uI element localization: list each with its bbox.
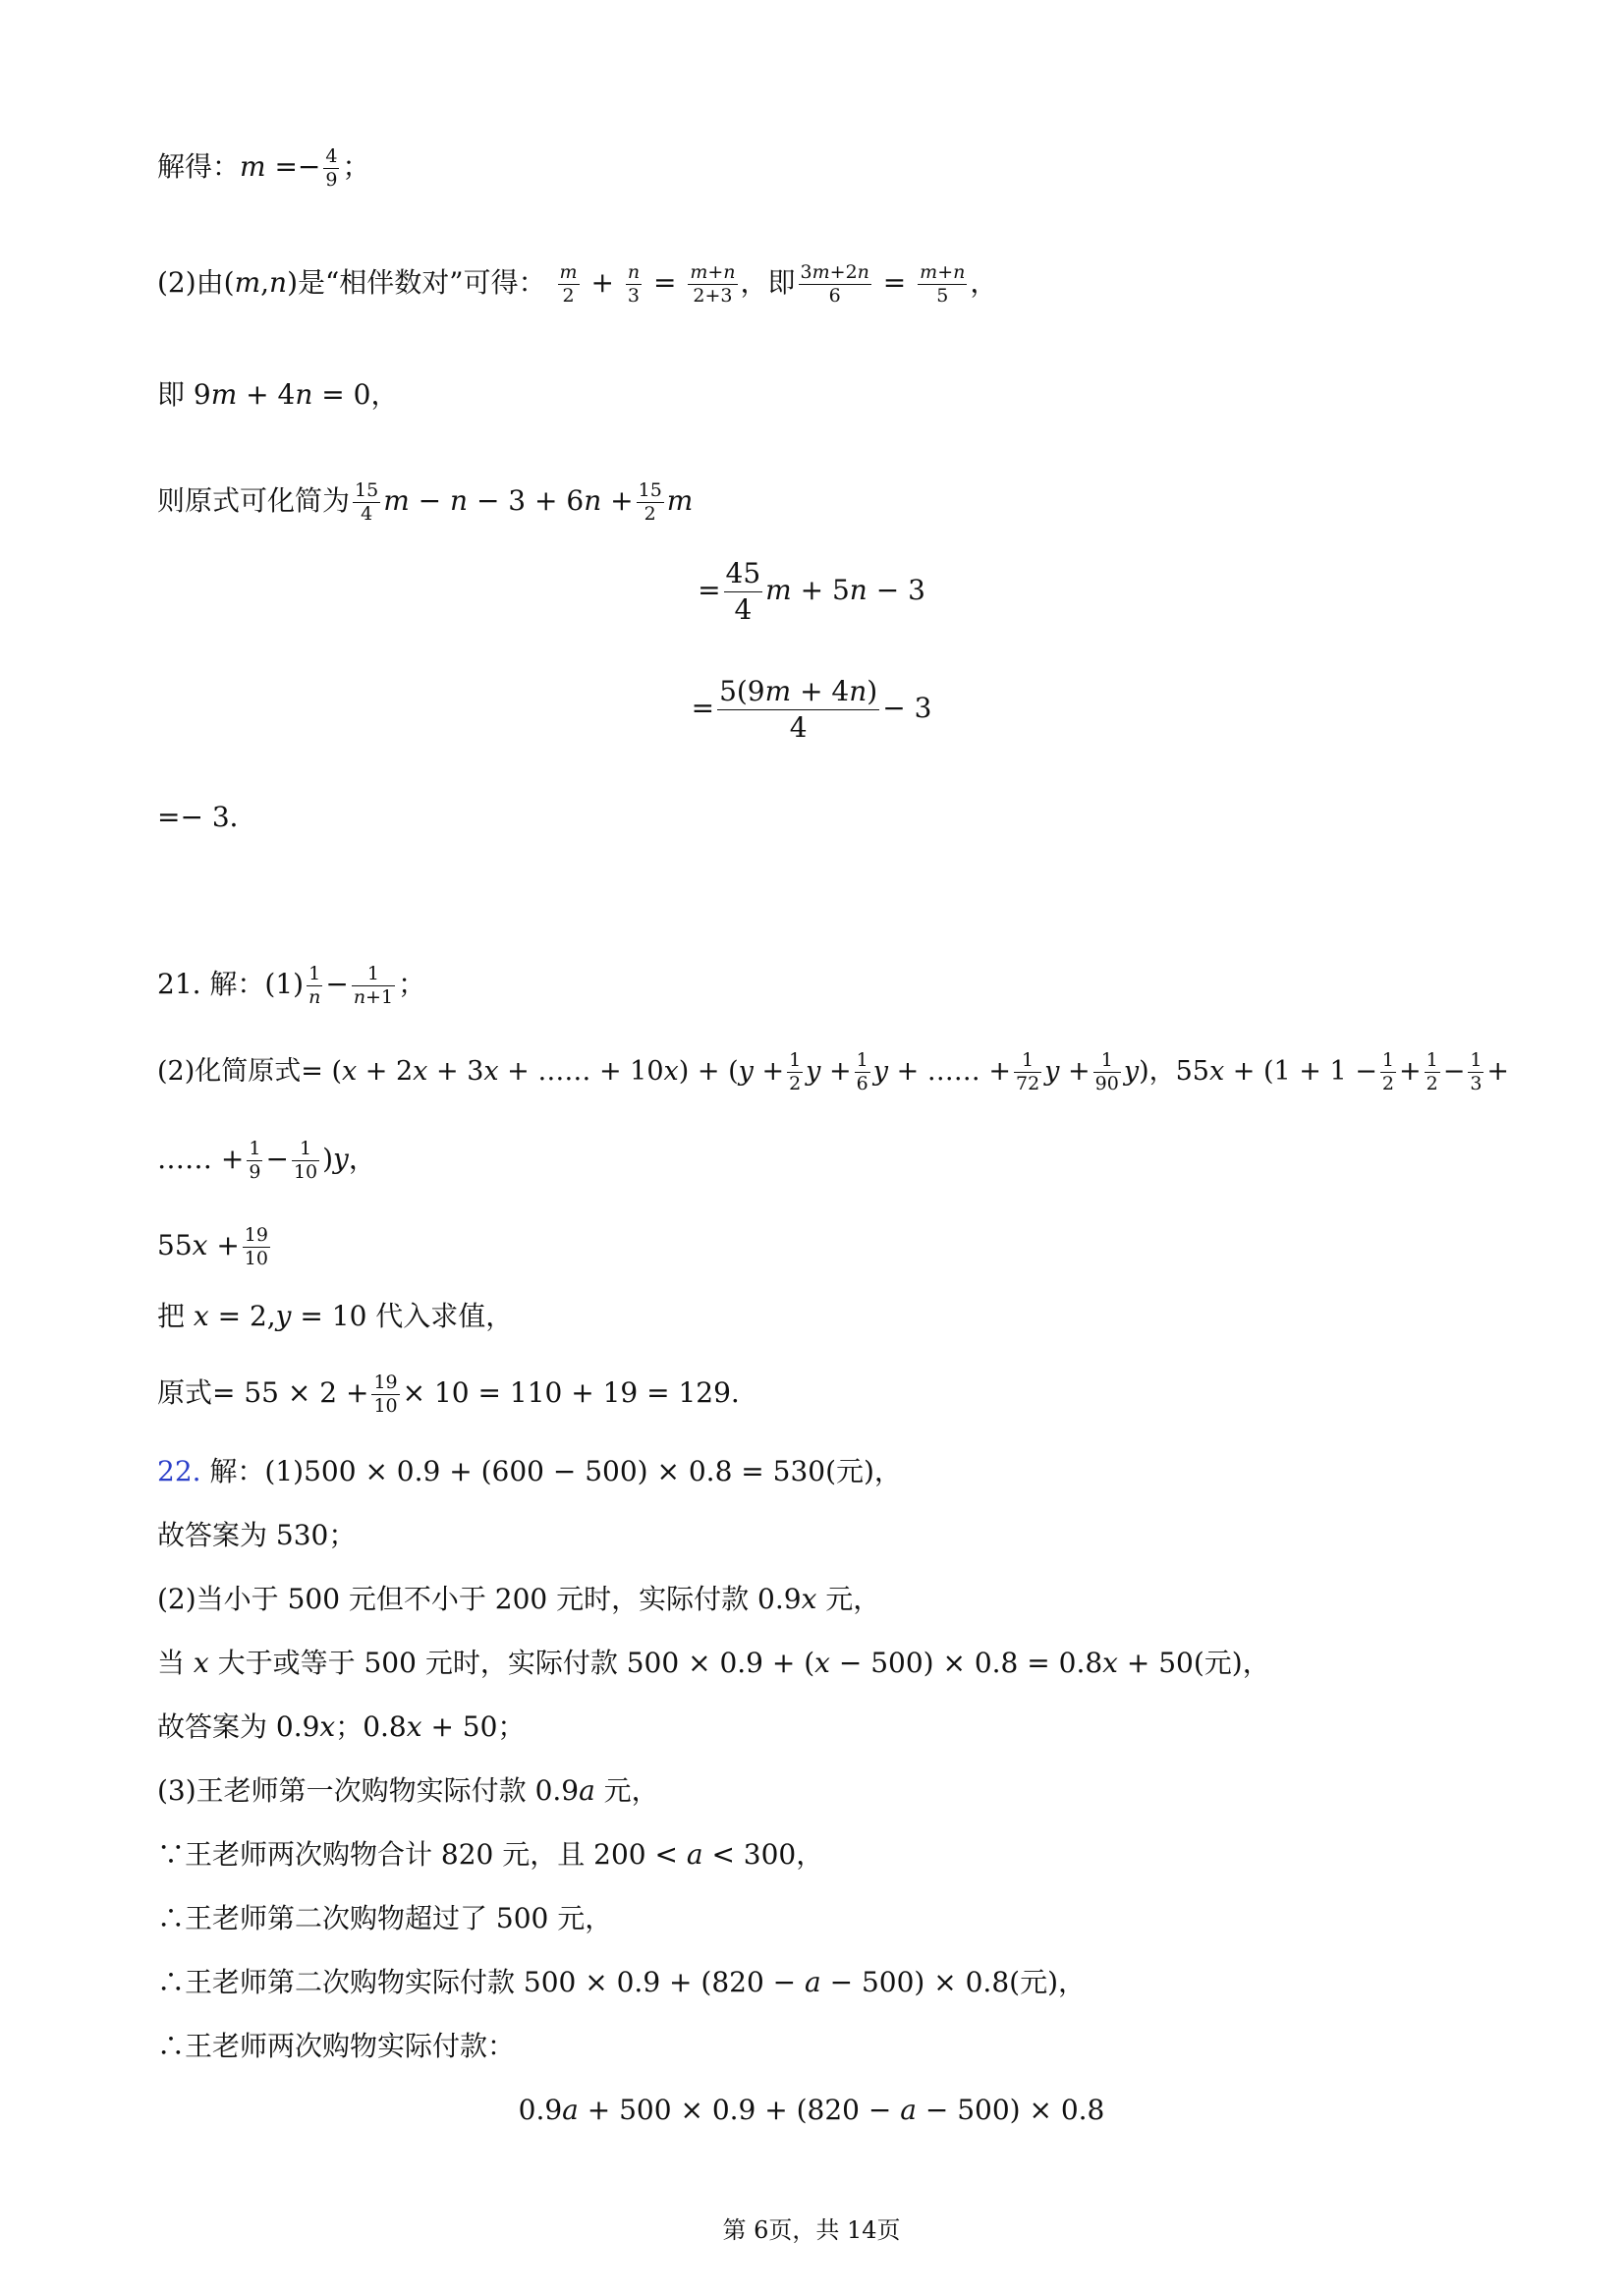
fraction: $\frac{1}{2}$ bbox=[1426, 1049, 1438, 1094]
fraction: $\frac{1}{90}$ bbox=[1094, 1049, 1119, 1094]
fraction: $\frac{1}{72}$ bbox=[1015, 1049, 1040, 1094]
q22-answer2: 故答案为 0.9𝑥；0.8𝑥 + 50； bbox=[157, 1710, 526, 1743]
fraction: $\frac{1}{\text{𝑛+1}}$ bbox=[353, 963, 394, 1008]
q22-part3-expression: 0.9𝑎 + 500 × 0.9 + (820 − 𝑎 − 500) × 0.8 bbox=[518, 2094, 1105, 2126]
part2-condition-line: (2)由(𝑚,𝑛)是“相伴数对”可得： $\frac{\text{𝑚}}{2}$ + $\frac{\text{𝑛}}{3}$ = $\frac{\text{𝑚+𝑛}}{2+3}$ ，即 $\frac{\text{3𝑚+2𝑛}}{6}$ = $\frac{\text{𝑚+𝑛}}{5}$ ， bbox=[157, 261, 998, 307]
q22-part2-a: (2)当小于 500 元但不小于 200 元时，实际付款 0.9𝑥 元， bbox=[157, 1583, 881, 1615]
fraction: $\frac{\text{𝑚+𝑛}}{5}$ bbox=[920, 261, 966, 307]
q22-part3-e: ∴王老师两次购物实际付款： bbox=[157, 2030, 516, 2062]
q21-simplified: 55𝑥 + $\frac{19}{10}$ bbox=[157, 1224, 268, 1269]
q21-result: 原式= 55 × 2 + $\frac{19}{10}$ × 10 = 110 + 19 = 129. bbox=[157, 1372, 740, 1417]
result-line: =− 3． bbox=[157, 801, 257, 833]
fraction: $\frac{1}{9}$ bbox=[249, 1138, 261, 1183]
fraction: $\frac{\text{5(9𝑚 + 4𝑛)}}{4}$ bbox=[719, 675, 878, 744]
fraction: $\frac{1}{2}$ bbox=[1381, 1049, 1394, 1094]
equation-line: 即 9𝑚 + 4𝑛 = 0， bbox=[157, 378, 399, 411]
simplify-line: 则原式可化简为 $\frac{15}{4}$ 𝑚 − 𝑛 − 3 + 6𝑛 + $\frac{15}{2}$ 𝑚 bbox=[157, 479, 694, 525]
simplify-step-2: = $\frac{\text{5(9𝑚 + 4𝑛)}}{4}$ − 3 bbox=[691, 675, 932, 744]
fraction: $\frac{1}{6}$ bbox=[856, 1049, 868, 1094]
fraction: $\frac{15}{4}$ bbox=[355, 479, 379, 525]
fraction: $\frac{\text{3𝑚+2𝑛}}{6}$ bbox=[800, 261, 869, 307]
fraction: $\frac{19}{10}$ bbox=[244, 1224, 268, 1269]
q22-part3-c: ∴王老师第二次购物超过了 500 元， bbox=[157, 1902, 613, 1934]
q21-part2-line1: (2)化简原式= (𝑥 + 2𝑥 + 3𝑥 + …… + 10𝑥) + (𝑦 + $\frac{1}{2}$ 𝑦 + $\frac{1}{6}$ 𝑦 + …… + $\frac{1}{72}$ 𝑦 + $\frac{1}{90}$ 𝑦)，55𝑥 + (1 + 1 − $\frac{1}{2}$ + $\frac{1}{2}$ − $\frac{1}{3}$ + bbox=[157, 1049, 1510, 1094]
fraction: $\frac{1}{2}$ bbox=[789, 1049, 802, 1094]
fraction: $\frac{4}{9}$ bbox=[325, 145, 338, 191]
fraction: $\frac{\text{𝑚+𝑛}}{2+3}$ bbox=[690, 261, 736, 307]
page-footer: 第 6页，共 14页 bbox=[722, 2216, 901, 2244]
q21-part2-line2: …… + $\frac{1}{9}$ − $\frac{1}{10}$ )𝑦， bbox=[157, 1138, 376, 1183]
fraction: $\frac{1}{3}$ bbox=[1470, 1049, 1483, 1094]
question-number: 22. bbox=[157, 1455, 201, 1487]
q22-answer1: 故答案为 530； bbox=[157, 1519, 357, 1551]
q22-part1: 22. 解：(1)500 × 0.9 + (600 − 500) × 0.8 = 530(元)， bbox=[157, 1455, 902, 1487]
q21-substitute: 把 𝑥 = 2,𝑦 = 10 代入求值， bbox=[157, 1300, 514, 1332]
solution-line-m: 解得：𝑚 =− $\frac{4}{9}$ ； bbox=[157, 145, 370, 191]
fraction: $\frac{1}{10}$ bbox=[293, 1138, 318, 1183]
fraction: $\frac{19}{10}$ bbox=[373, 1372, 398, 1417]
q22-part2-b: 当 𝑥 大于或等于 500 元时，实际付款 500 × 0.9 + (𝑥 − 500) × 0.8 = 0.8𝑥 + 50(元)， bbox=[157, 1647, 1270, 1679]
q22-part3-d: ∴王老师第二次购物实际付款 500 × 0.9 + (820 − 𝑎 − 500) × 0.8(元)， bbox=[157, 1966, 1086, 1998]
fraction: $\frac{\text{𝑛}}{3}$ bbox=[627, 261, 641, 307]
q21-part1: 21. 解：(1) $\frac{1}{\text{𝑛}}$ − $\frac{1}{\text{𝑛+1}}$ ； bbox=[157, 963, 426, 1008]
fraction: $\frac{45}{4}$ bbox=[725, 557, 761, 626]
fraction: $\frac{15}{2}$ bbox=[638, 479, 662, 525]
simplify-step-1: = $\frac{45}{4}$ 𝑚 + 5𝑛 − 3 bbox=[698, 557, 925, 626]
fraction: $\frac{\text{𝑚}}{2}$ bbox=[559, 261, 578, 307]
q22-part3-b: ∵王老师两次购物合计 820 元，且 200 < 𝑎 < 300， bbox=[157, 1838, 824, 1871]
fraction: $\frac{1}{\text{𝑛}}$ bbox=[308, 963, 321, 1008]
q22-part3-a: (3)王老师第一次购物实际付款 0.9𝑎 元， bbox=[157, 1774, 659, 1807]
